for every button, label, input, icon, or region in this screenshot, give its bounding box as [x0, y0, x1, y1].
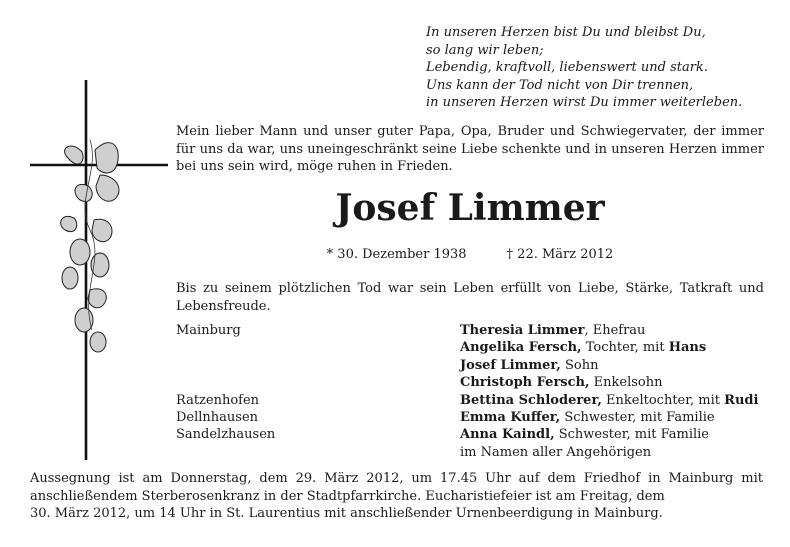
- funeral-notice-text-end: 30. März 2012, um 14 Uhr in St. Laurentius mit anschließender Urnenbeerdigung in Mainburg.: [30, 506, 663, 522]
- mourner-place: [176, 339, 460, 356]
- mourner-place: Dellnhausen: [176, 409, 259, 425]
- mourner-name: Bettina Schloderer,: [460, 392, 602, 408]
- poem-line: in unseren Herzen wirst Du immer weiterleben.: [426, 95, 743, 111]
- mourner-row: [176, 322, 764, 339]
- mourner-relation: Schwester, mit Familie: [560, 409, 715, 425]
- mourner-name: Emma Kuffer,: [460, 409, 561, 425]
- life-text: Bis zu seinem plötzlichen Tod war sein Leben erfüllt von Liebe, Stärke, Tatkraft und Lebensfreude.: [176, 281, 764, 314]
- death-date: † 22. März 2012: [506, 247, 614, 262]
- mourner-name: Christoph Fersch,: [460, 375, 590, 391]
- poem-line: In unseren Herzen bist Du und bleibst Du,: [426, 25, 706, 40]
- mourners-list: [176, 322, 764, 461]
- mourner-relation: im Namen aller Angehörigen: [460, 444, 652, 460]
- mourner-relation: Sohn: [560, 357, 599, 373]
- mourner-row: [176, 357, 764, 374]
- poem-line: Lebendig, kraftvoll, liebenswert und stark.: [426, 60, 708, 76]
- mourner-name: Theresia Limmer: [460, 323, 585, 338]
- mourner-place: Mainburg: [176, 323, 241, 338]
- life-dates: [176, 246, 764, 263]
- mourner-relation: , Ehefrau: [584, 323, 646, 338]
- funeral-notice: [30, 470, 763, 523]
- mourner-row: [176, 444, 764, 461]
- mourner-place: Ratzenhofen: [176, 392, 260, 408]
- mourner-relation: Enkeltochter, mit: [601, 392, 725, 408]
- mourner-row: [176, 392, 764, 409]
- deceased-name: Josef Limmer: [335, 187, 605, 229]
- mourner-row: [176, 409, 764, 426]
- mourner-relation: Tochter, mit: [581, 340, 669, 356]
- mourner-partner: Hans: [668, 340, 707, 356]
- birth-date: * 30. Dezember 1938: [326, 247, 467, 262]
- mourner-place: [176, 357, 460, 374]
- mourner-place: [176, 374, 460, 391]
- poem: [426, 24, 776, 112]
- mourner-row: [176, 374, 764, 391]
- mourner-name: Anna Kaindl,: [460, 427, 555, 443]
- cross-with-hops-icon: [20, 80, 170, 530]
- mourner-name: Angelika Fersch,: [460, 340, 582, 356]
- mourner-place: [176, 444, 460, 461]
- intro-text: Mein lieber Mann und unser guter Papa, Opa, Bruder und Schwiegervater, der immer für uns da war, uns uneingeschränkt seine Liebe schenkte und in unseren Herzen immer bei uns sein wird, möge ruhen in Frieden.: [176, 124, 764, 175]
- mourner-partner: Rudi: [724, 392, 759, 408]
- mourner-place: Sandelzhausen: [176, 427, 276, 443]
- poem-line: so lang wir leben;: [426, 42, 544, 58]
- poem-line: Uns kann der Tod nicht von Dir trennen,: [426, 77, 694, 93]
- mourner-relation: Schwester, mit Familie: [554, 427, 709, 443]
- mourner-relation: Enkelsohn: [589, 375, 663, 391]
- funeral-notice-text: Aussegnung ist am Donnerstag, dem 29. März 2012, um 17.45 Uhr auf dem Friedhof in Mainburg mit anschließendem Sterberosenkranz in der Stadtpfarrkirche. Eucharistiefeier ist am Freitag, dem: [30, 471, 763, 504]
- mourner-row: [176, 426, 764, 443]
- mourner-row: [176, 339, 764, 356]
- mourner-name: Josef Limmer,: [460, 357, 561, 373]
